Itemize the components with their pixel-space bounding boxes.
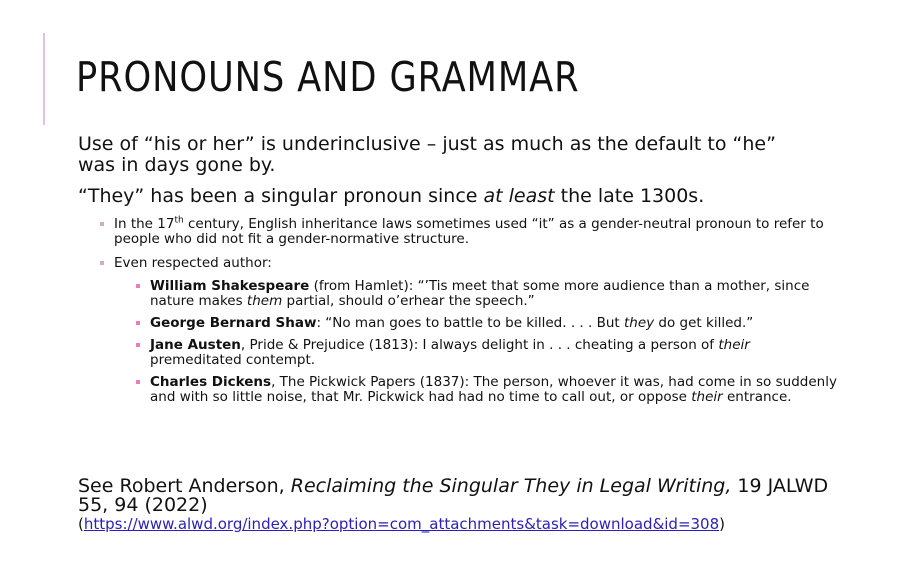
title-accent-bar	[43, 33, 45, 125]
citation-text: See Robert Anderson, Reclaiming the Singular They in Legal Writing, 19 JALWD 55, 94 (2022)	[78, 475, 829, 516]
bullet-list	[78, 217, 878, 405]
citation-link-line: (https://www.alwd.org/index.php?option=com_attachments&task=download&id=308)	[78, 515, 726, 533]
author-dickens: Charles Dickens, The Pickwick Papers (1837): The person, whoever it was, had come in so suddenly and with so little noise, that Mr. Pickwick had had no time to call out, or oppose their entrance.	[134, 375, 840, 405]
author-list	[114, 278, 837, 405]
citation-link[interactable]: https://www.alwd.org/index.php?option=com_attachments&task=download&id=308	[83, 515, 720, 533]
author-shaw: George Bernard Shaw: “No man goes to battle to be killed. . . . But they do get killed.”	[134, 316, 840, 331]
bullet-respected-authors: Even respected author: William Shakespeare (from Hamlet): “’Tis meet that some more audience than a mother, since nature makes them partial, should o’erhear the speech.” George Bernard Shaw: “No man goes to battle to be killed. . . . But they do get killed.” Jane Austen, Pride & Prejudice (1813): I always delight in . . . cheating a person of their premeditated contempt. Charles Dickens, The Pickwick Papers (1837): The person, whoever it was, had come in so suddenly and with so little noise, that Mr. Pickwick had had no time to call out, or oppose their entrance.	[78, 256, 834, 405]
author-austen: Jane Austen, Pride & Prejudice (1813): I always delight in . . . cheating a person of their premeditated contempt.	[134, 338, 840, 368]
slide-body	[78, 134, 878, 414]
author-shakespeare: William Shakespeare (from Hamlet): “’Tis meet that some more audience than a mother, since nature makes them partial, should o’erhear the speech.”	[134, 279, 840, 309]
bullet-inheritance-laws: In the 17th century, English inheritance laws sometimes used “it” as a gender-neutral pronoun to refer to people who did not fit a gender-normative structure.	[78, 217, 834, 247]
paragraph-singular-they: “They” has been a singular pronoun since at least the late 1300s.	[78, 185, 705, 207]
citation	[78, 477, 838, 534]
paragraph-his-or-her: Use of “his or her” is underinclusive – just as much as the default to “he” was in days gone by.	[78, 133, 776, 176]
slide-title: PRONOUNS AND GRAMMAR	[76, 53, 580, 101]
